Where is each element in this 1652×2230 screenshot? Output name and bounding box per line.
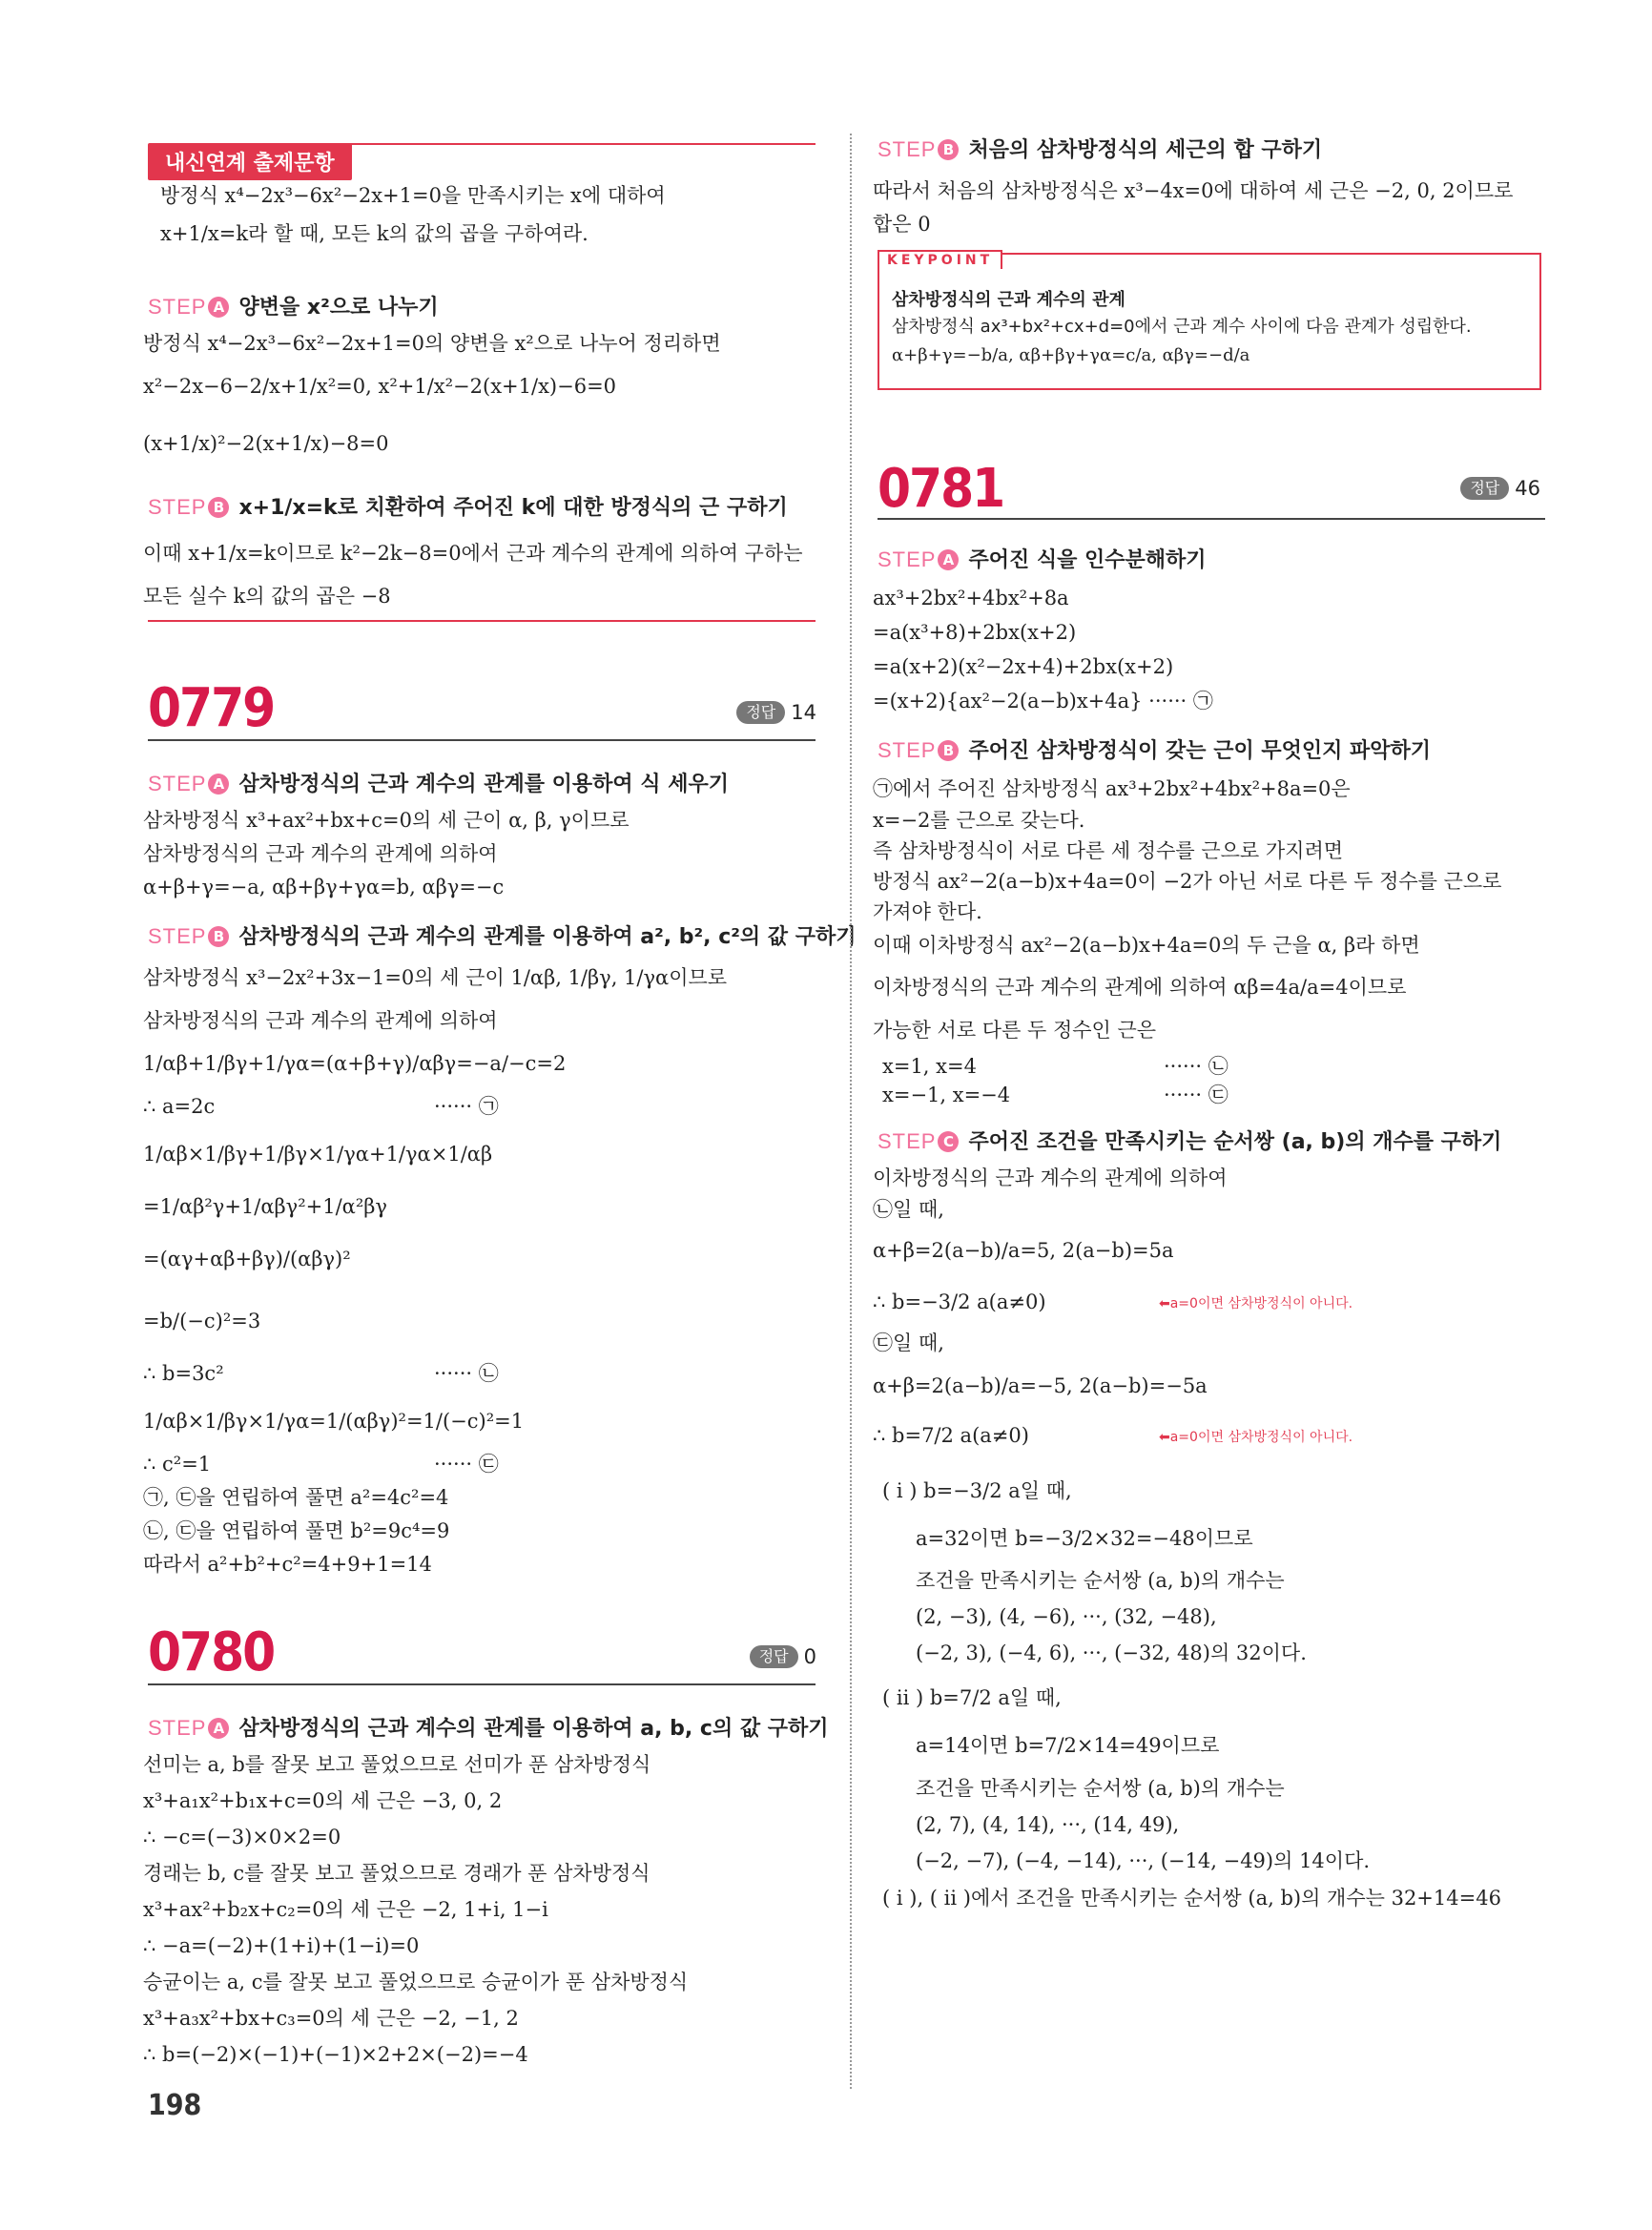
naesin-bottom-rule [148,620,816,622]
naesin-label: 내신연계 출제문항 [148,143,352,180]
p0781-c16: (2, 7), (4, 14), ···, (14, 49), [916,1813,1180,1836]
step-tag: STEP [878,1129,937,1153]
naesin-step-a [148,291,439,320]
p0781-c15: 조건을 만족시키는 순서쌍 (a, b)의 개수는 [916,1777,1285,1800]
p0779-b2: 삼차방정식의 근과 계수의 관계에 의하여 [143,1009,498,1032]
answer-0779 [736,701,816,724]
step-a-title-0780: 삼차방정식의 근과 계수의 관계를 이용하여 a, b, c의 값 구하기 [238,1717,829,1741]
step-b-0781 [878,734,1431,764]
p0781-c6: α+β=2(a−b)/a=−5, 2(a−b)=−5a [873,1374,1208,1397]
p0780-l9: ∴ b=(−2)×(−1)+(−1)×2+2×(−2)=−4 [143,2043,528,2066]
p0779-b11: ∴ c²=1 [143,1453,212,1476]
naesin-step-a-line-3: (x+1/x)²−2(x+1/x)−8=0 [143,432,389,455]
p0781-c1: 이차방정식의 근과 계수의 관계에 의하여 [873,1167,1228,1189]
p0781-b8: 가능한 서로 다른 두 정수인 근은 [873,1019,1157,1042]
p0779-b4: ∴ a=2c [143,1095,216,1118]
p0781-b6: 이때 이차방정식 ax²−2(a−b)x+4a=0의 두 근을 α, β라 하면 [873,934,1420,957]
answer-value: 14 [791,701,816,724]
step-letter-a: A [208,1718,229,1739]
naesin-step-b-line-1: 이때 x+1/x=k이므로 k²−2k−8=0에서 근과 계수의 관계에 의하여 구하는 [143,542,803,565]
p0779-b5: 1/αβ×1/βγ+1/βγ×1/γα+1/γα×1/αβ [143,1143,493,1166]
problem-number-0781: 0781 [878,458,1004,520]
p0781-a1: ax³+2bx²+4bx²+8a [873,587,1069,609]
p0781-b4: 방정식 ax²−2(a−b)x+4a=0이 −2가 아닌 서로 다른 두 정수를 근으로 [873,870,1502,893]
step-c-title-0781: 주어진 조건을 만족시키는 순서쌍 (a, b)의 개수를 구하기 [968,1130,1502,1154]
keypoint-body: 삼차방정식 ax³+bx²+cx+d=0에서 근과 계수 사이에 다음 관계가 성립한다. [892,317,1472,337]
p0781-c3: α+β=2(a−b)/a=5, 2(a−b)=5a [873,1239,1174,1262]
p0781-c18: ( i ), ( ii )에서 조건을 만족시키는 순서쌍 (a, b)의 개수는 32+14=46 [882,1887,1501,1910]
step-tag: STEP [878,738,937,762]
p0781-a4: =(x+2){ax²−2(a−b)x+4a} ······ ㉠ [873,690,1213,712]
step-tag: STEP [878,137,937,161]
p0781-b7: 이차방정식의 근과 계수의 관계에 의하여 αβ=4a/a=4이므로 [873,976,1407,999]
p0781-c14: a=14이면 b=7/2×14=49이므로 [916,1734,1220,1757]
p0780-l6: ∴ −a=(−2)+(1+i)+(1−i)=0 [143,1934,420,1957]
p0781-b2: x=−2를 근으로 갖는다. [873,809,1085,832]
p0781-c4-note: ⬅a=0이면 삼차방정식이 아니다. [1159,1296,1353,1311]
p0781-c2: ㉡일 때, [873,1198,944,1221]
p0781-c7-note: ⬅a=0이면 삼차방정식이 아니다. [1159,1430,1353,1445]
p0781-b9-marker: ······ ㉡ [1164,1055,1229,1078]
naesin-step-a-line-1: 방정식 x⁴−2x³−6x²−2x+1=0의 양변을 x²으로 나누어 정리하면 [143,332,721,355]
p0781-c13: ( ii ) b=7/2 a일 때, [882,1686,1062,1709]
p0780-l1: 선미는 a, b를 잘못 보고 풀었으므로 선미가 푼 삼차방정식 [143,1753,651,1776]
p0781-b9: x=1, x=4 [882,1055,977,1078]
p0781-c11: (2, −3), (4, −6), ···, (32, −48), [916,1605,1217,1628]
p0779-b9: ∴ b=3c² [143,1362,224,1385]
step-c-0781 [878,1125,1501,1155]
naesin-step-a-title: 양변을 x²으로 나누기 [238,296,439,320]
answer-0780 [750,1645,816,1668]
step-letter-c: C [938,1131,959,1152]
p0781-c17: (−2, −7), (−4, −14), ···, (−14, −49)의 14이다. [916,1849,1371,1872]
answer-badge: 정답 [1460,477,1509,500]
keypoint-label: KEYPOINT [878,250,1002,269]
p0779-b9-marker: ······ ㉡ [434,1362,499,1385]
p0781-a2: =a(x³+8)+2bx(x+2) [873,621,1077,644]
p0779-b10: 1/αβ×1/βγ×1/γα=1/(αβγ)²=1/(−c)²=1 [143,1410,525,1433]
p0781-c12: (−2, 3), (−4, 6), ···, (−32, 48)의 32이다. [916,1642,1307,1664]
naesin-step-b [148,491,788,521]
p0779-b7: =(αγ+αβ+βγ)/(αβγ)² [143,1248,351,1270]
step-tag: STEP [148,772,207,795]
naesin-step-b-title: x+1/x=k로 치환하여 주어진 k에 대한 방정식의 근 구하기 [238,496,788,520]
answer-badge: 정답 [750,1645,798,1668]
naesin-question-1: 방정식 x⁴−2x³−6x²−2x+1=0을 만족시키는 x에 대하여 [160,184,666,207]
step-letter-a: A [938,549,959,570]
step-tag: STEP [878,547,937,571]
step-tag: STEP [148,1716,207,1740]
p0781-a3: =a(x+2)(x²−2x+4)+2bx(x+2) [873,655,1174,678]
p0781-b1: ㉠에서 주어진 삼차방정식 ax³+2bx²+4bx²+8a=0은 [873,777,1351,800]
answer-0781 [1460,477,1540,500]
answer-value: 0 [803,1645,816,1668]
step-a-0780 [148,1712,829,1742]
step-b-title-0781: 주어진 삼차방정식이 갖는 근이 무엇인지 파악하기 [968,739,1432,763]
p0780-l7: 승균이는 a, c를 잘못 보고 풀었으므로 승균이가 푼 삼차방정식 [143,1971,689,1993]
step-letter-b: B [938,740,959,761]
p0779-b13: ㉡, ㉢을 연립하여 풀면 b²=9c⁴=9 [143,1519,450,1542]
p0779-b14: 따라서 a²+b²+c²=4+9+1=14 [143,1553,432,1576]
p0779-a3: α+β+γ=−a, αβ+βγ+γα=b, αβγ=−c [143,876,505,898]
step-letter-b: B [208,926,229,947]
p0781-c10: 조건을 만족시키는 순서쌍 (a, b)의 개수는 [916,1569,1285,1592]
answer-value: 46 [1515,477,1540,500]
naesin-step-b-line-2: 모든 실수 k의 값의 곱은 −8 [143,585,391,608]
step-a-0779 [148,768,729,797]
p0781-c9: a=32이면 b=−3/2×32=−48이므로 [916,1527,1253,1550]
step-letter-a: A [208,297,229,318]
keypoint-title: 삼차방정식의 근과 계수의 관계 [892,290,1125,310]
problem-rule-0781 [878,518,1545,520]
p0779-b12: ㉠, ㉢을 연립하여 풀면 a²=4c²=4 [143,1486,449,1509]
p0780-l5: x³+ax²+b₂x+c₂=0의 세 근은 −2, 1+i, 1−i [143,1898,548,1921]
problem-number-0780: 0780 [148,1621,275,1683]
step-b-title-0780: 처음의 삼차방정식의 세근의 합 구하기 [968,138,1323,162]
p0779-b1: 삼차방정식 x³−2x²+3x−1=0의 세 근이 1/αβ, 1/βγ, 1/γα이므로 [143,966,728,989]
keypoint-formula: α+β+γ=−b/a, αβ+βγ+γα=c/a, αβγ=−d/a [892,345,1250,365]
step-tag: STEP [148,495,207,519]
step-a-title-0779: 삼차방정식의 근과 계수의 관계를 이용하여 식 세우기 [238,773,729,796]
p0779-b4-marker: ······ ㉠ [434,1095,499,1118]
p0781-b10: x=−1, x=−4 [882,1084,1011,1106]
p0781-c8: ( i ) b=−3/2 a일 때, [882,1479,1072,1502]
p0781-b3: 즉 삼차방정식이 서로 다른 세 정수를 근으로 가지려면 [873,839,1344,862]
step-b-0780 [878,134,1322,163]
step-b-0779 [148,920,856,950]
p0781-b5: 가져야 한다. [873,900,982,923]
step-a-title-0781: 주어진 식을 인수분해하기 [968,548,1207,572]
problem-rule-0779 [148,739,816,741]
p0780-l2: x³+a₁x²+b₁x+c=0의 세 근은 −3, 0, 2 [143,1789,503,1812]
naesin-header [148,143,352,180]
naesin-question-2: x+1/x=k라 할 때, 모든 k의 값의 곱을 구하여라. [160,222,589,245]
step-letter-b: B [208,497,229,518]
p0781-c5: ㉢일 때, [873,1332,944,1354]
p0780-l3: ∴ −c=(−3)×0×2=0 [143,1826,341,1848]
column-divider [850,134,852,2089]
p0781-b10-marker: ······ ㉢ [1164,1084,1229,1106]
step-tag: STEP [148,295,207,319]
p0780-l4: 경래는 b, c를 잘못 보고 풀었으므로 경래가 푼 삼차방정식 [143,1862,650,1885]
problem-rule-0780 [148,1683,816,1685]
p0781-c4: ∴ b=−3/2 a(a≠0) [873,1291,1046,1313]
answer-badge: 정답 [736,701,785,724]
problem-number-0779: 0779 [148,677,275,739]
step-a-0781 [878,544,1207,573]
p0780-m1: 따라서 처음의 삼차방정식은 x³−4x=0에 대하여 세 근은 −2, 0, 2이므로 [873,179,1514,202]
step-letter-b: B [938,139,959,160]
naesin-step-a-line-2: x²−2x−6−2/x+1/x²=0, x²+1/x²−2(x+1/x)−6=0 [143,375,617,398]
p0779-a1: 삼차방정식 x³+ax²+bx+c=0의 세 근이 α, β, γ이므로 [143,809,630,832]
step-letter-a: A [208,774,229,795]
page-number: 198 [148,2089,202,2122]
p0779-b3: 1/αβ+1/βγ+1/γα=(α+β+γ)/αβγ=−a/−c=2 [143,1052,567,1075]
step-b-title-0779: 삼차방정식의 근과 계수의 관계를 이용하여 a², b², c²의 값 구하기 [238,925,857,949]
p0779-b11-marker: ······ ㉢ [434,1453,499,1476]
p0779-b6: =1/αβ²γ+1/αβγ²+1/α²βγ [143,1195,387,1218]
p0779-a2: 삼차방정식의 근과 계수의 관계에 의하여 [143,842,498,865]
naesin-top-rule [267,143,816,145]
p0779-b8: =b/(−c)²=3 [143,1310,261,1332]
p0780-m2: 합은 0 [873,213,931,236]
p0780-l8: x³+a₃x²+bx+c₃=0의 세 근은 −2, −1, 2 [143,2007,519,2030]
step-tag: STEP [148,924,207,948]
p0781-c7: ∴ b=7/2 a(a≠0) [873,1424,1029,1447]
